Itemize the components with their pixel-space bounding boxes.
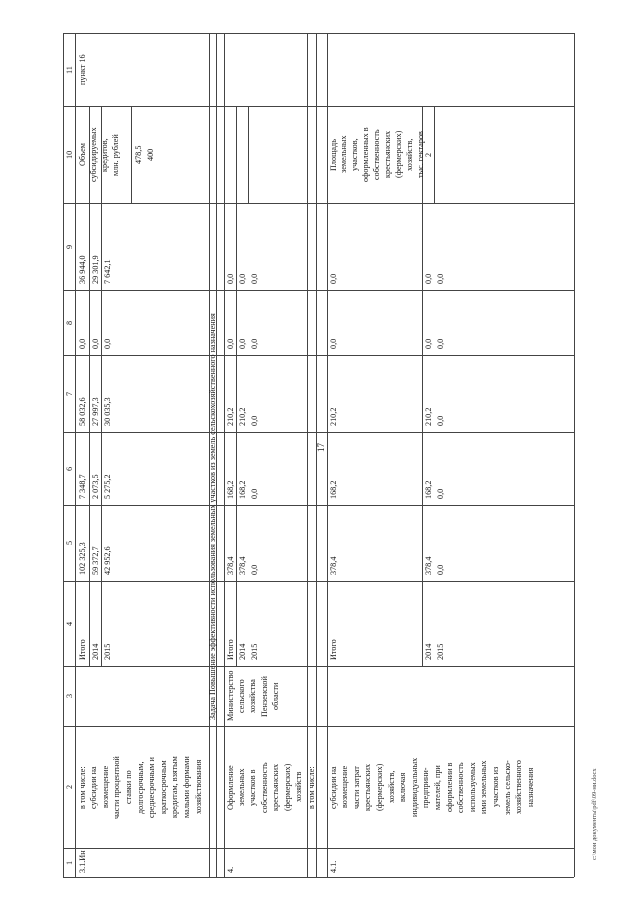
row-3-1-2014-value: 0,0 xyxy=(90,338,100,349)
row-4-name-line: Оформление xyxy=(225,764,235,810)
row-4-1-indicator-line: земельных xyxy=(339,135,349,173)
row-4-2015-value: 0,0 xyxy=(249,273,259,284)
column-divider xyxy=(63,203,574,204)
row-4-executor-line: хозяйства xyxy=(248,679,258,713)
row-3-1-name-line: краткосрочным xyxy=(158,760,168,814)
row-4-name-line: крестьянских xyxy=(271,763,281,811)
indicator-subrow-divider xyxy=(248,106,249,203)
row-4-1-name-line: части затрат xyxy=(351,765,361,809)
year-subrow-divider xyxy=(101,203,102,666)
row-3-1-name-line: долгосрочным, xyxy=(135,760,145,814)
row-4-1-year-2014: 2014 xyxy=(423,643,433,660)
row-4-1-indicator-line: тыс. гектаров xyxy=(415,131,425,178)
row-4-1-2014-value: 378,4 xyxy=(423,556,433,575)
row-4-name-line: хозяйств xyxy=(293,771,303,802)
row-4-executor-line: Министерство xyxy=(225,670,235,721)
row-4-1-year-2015: 2015 xyxy=(435,643,445,660)
row-4-1-2014-value: 210,2 xyxy=(423,407,433,426)
column-divider xyxy=(63,106,574,107)
row-3-1-note: пункт 16 xyxy=(77,54,87,85)
row-3-1-2014-value: 59 372,7 xyxy=(90,546,100,575)
column-divider xyxy=(63,355,574,356)
row-4-1-indicator-2014: 2 xyxy=(423,152,433,157)
row-4-1-itogo-value: 378,4 xyxy=(328,556,338,575)
footer-file-path: c:\мои документы\pdf\09-ни.docx xyxy=(591,768,598,860)
row-3-1-name-line: хозяйствования xyxy=(193,759,203,814)
column-divider xyxy=(63,726,574,727)
row-4-itogo-value: 168,2 xyxy=(225,480,235,499)
page-number: 17 xyxy=(316,443,326,452)
row-4-2014-value: 0,0 xyxy=(237,273,247,284)
table-border-left xyxy=(63,33,64,877)
row-4-1-2014-value: 168,2 xyxy=(423,480,433,499)
row-4-1-name-line: индивидуальных xyxy=(409,757,419,817)
row-4-itogo-value: 0,0 xyxy=(225,273,235,284)
year-subrow-divider xyxy=(236,203,237,666)
year-subrow-divider xyxy=(327,203,328,666)
row-4-year-2014: 2014 xyxy=(237,643,247,660)
row-3-1-2015-value: 42 952,6 xyxy=(102,546,112,575)
row-3-1-2015-value: 0,0 xyxy=(102,338,112,349)
row-4-2014-value: 0,0 xyxy=(237,338,247,349)
row-4-2015-value: 0,0 xyxy=(249,488,259,499)
row-3-1-name-line: в том числе: xyxy=(77,765,87,809)
row-4-1-itogo-value: 168,2 xyxy=(328,480,338,499)
column-number-4: 4 xyxy=(64,621,74,626)
row-4-name-line: участков в xyxy=(248,769,258,806)
row-4-1-indicator-line: участков, xyxy=(350,138,360,171)
row-4-1-name-line: хозяйств, xyxy=(386,770,396,803)
row-3-1-2014-value: 27 997,3 xyxy=(90,397,100,426)
row-4-1-name-line: крестьянских xyxy=(363,763,373,811)
row-3-1-indicator-2015: 400 xyxy=(145,148,155,161)
indicator-subrow-divider xyxy=(434,106,435,203)
row-4-1-name-line: предприни- xyxy=(421,766,431,808)
row-3-1-name-line: возмещение xyxy=(100,765,110,808)
row-3-1-itogo-value: 36 944,0 xyxy=(77,255,87,284)
column-number-8: 8 xyxy=(64,320,74,325)
row-4-1-2015-value: 0,0 xyxy=(435,338,445,349)
row-4-1-name-line: мателей, при xyxy=(432,764,442,810)
indicator-subrow-divider xyxy=(131,106,132,203)
row-3-1-indicator-line: Объем xyxy=(77,143,87,166)
row-4-year-2015: 2015 xyxy=(249,643,259,660)
row-3-1-name-line: ставки по xyxy=(123,770,133,804)
row-4-1-indicator-line: крестьянских xyxy=(383,130,392,178)
row-4-1-name-line: субсидии на xyxy=(328,765,338,809)
row-3-1-itogo-value: 0,0 xyxy=(77,338,87,349)
row-3-1-itogo-value: 58 032,6 xyxy=(77,397,87,426)
column-number-6: 6 xyxy=(64,466,74,471)
task-header: Задача Повышение эффективности использования земельных участков из земель сельскохозяйственного назначения xyxy=(208,313,217,720)
row-4-1-indicator-line: (фермерских) xyxy=(393,130,403,178)
row-4-1-name-line: (фермерских) xyxy=(374,763,384,811)
row-4-1-name-line: хозяйственного xyxy=(514,759,524,814)
row-3-1-itogo-value: 7 348,7 xyxy=(77,474,87,499)
column-number-3: 3 xyxy=(64,693,74,698)
row-4-itogo-value: 378,4 xyxy=(225,556,235,575)
column-divider xyxy=(63,666,574,667)
row-4-2014-value: 210,2 xyxy=(237,407,247,426)
row-4-1-name-line: оформлении в xyxy=(444,762,454,812)
row-4-1-number: 4.1. xyxy=(328,860,338,873)
column-number-5: 5 xyxy=(64,540,74,545)
row-4-1-2014-value: 0,0 xyxy=(423,273,433,284)
row-3-1-indicator-line: млн. рублей xyxy=(111,133,121,176)
column-number-11: 11 xyxy=(64,65,74,74)
column-divider xyxy=(63,505,574,506)
row-3-1-name-line: среднесрочным и xyxy=(147,756,157,818)
row-3-1-name-line: малыми формами xyxy=(181,756,191,818)
row-4-name-line: земельных xyxy=(236,768,246,806)
row-4-2015-value: 0,0 xyxy=(249,564,259,575)
row-3-1-name-line: кредитам, взятым xyxy=(170,756,180,818)
row-4-executor-line: Пензенской xyxy=(259,675,269,717)
row-4-1-itogo-value: 0,0 xyxy=(328,273,338,284)
row-4-1-itogo-value: 210,2 xyxy=(328,407,338,426)
row-4-2015-value: 0,0 xyxy=(249,338,259,349)
column-divider xyxy=(63,432,574,433)
row-4-1-2015-value: 0,0 xyxy=(435,415,445,426)
row-4-2014-value: 168,2 xyxy=(237,480,247,499)
row-4-1-name-line: ими земельных xyxy=(479,760,489,814)
row-3-1-year-2015: 2015 xyxy=(102,643,112,660)
column-number-9: 9 xyxy=(64,244,74,249)
row-4-1-2015-value: 0,0 xyxy=(435,564,445,575)
row-3-1-2014-value: 2 073,5 xyxy=(90,474,100,499)
row-3-1-year-2014: 2014 xyxy=(90,643,100,660)
row-4-1-name-line: земель сельско- xyxy=(502,759,512,815)
row-4-number: 4. xyxy=(225,866,235,873)
row-3-1-indicator-line: субсидируемых xyxy=(88,127,98,182)
row-3-1-indicator-2014: 478,5 xyxy=(133,145,143,164)
row-3-1-indicator-line: кредитов, xyxy=(99,137,109,172)
row-4-1-name-line: возмещение xyxy=(340,765,350,808)
row-4-1-itogo-value: 0,0 xyxy=(328,338,338,349)
indicator-subrow-divider xyxy=(236,106,237,203)
row-4-1-indicator-line: оформленных в xyxy=(361,127,371,182)
row-4-1-2014-value: 0,0 xyxy=(423,338,433,349)
column-divider xyxy=(63,581,574,582)
row-4-1-name-line: используемых xyxy=(467,762,477,812)
year-subrow-divider xyxy=(422,203,423,666)
row-4-1-name-line: включая xyxy=(398,772,408,802)
row-3-1-name-line: субсидии на xyxy=(89,765,99,809)
column-number-7: 7 xyxy=(64,391,74,396)
row-divider xyxy=(316,33,317,877)
row-4-1-indicator-line: хозяйств, xyxy=(404,138,414,171)
row-divider xyxy=(307,33,308,877)
row-4-1-name-line: назначения xyxy=(525,767,535,807)
table-border-top xyxy=(63,33,574,34)
row-4-1-name-line: участков из xyxy=(490,766,500,807)
column-number-10: 10 xyxy=(64,150,74,159)
year-subrow-divider xyxy=(224,203,225,666)
row-4-name-line: собственность xyxy=(259,761,269,813)
row-4-name-line: (фермерских) xyxy=(282,763,292,811)
row-3-1-2014-value: 29 301,9 xyxy=(90,255,100,284)
table-border-right xyxy=(574,33,575,877)
row-4-1-indicator-line: собственность xyxy=(372,129,382,180)
row-4-2015-value: 0,0 xyxy=(249,415,259,426)
row-4-itogo-value: 210,2 xyxy=(225,407,235,426)
row-3-1-itogo: Итого xyxy=(77,639,87,660)
row-3-1-name-line: части процентной xyxy=(112,755,122,819)
row-4-executor-line: области xyxy=(271,682,281,710)
row-divider xyxy=(75,33,76,877)
row-4-1-2015-value: 0,0 xyxy=(435,488,445,499)
row-3-1-number: 3.1.Ин xyxy=(77,850,87,873)
row-4-executor-line: сельского xyxy=(236,679,246,713)
column-divider xyxy=(63,290,574,291)
row-4-1-itogo: Итого xyxy=(328,639,338,660)
table-border-bottom xyxy=(63,877,574,878)
row-4-1-name-line: собственность xyxy=(456,761,466,813)
row-3-1-2015-value: 7 642,1 xyxy=(102,259,112,284)
row-3-1-itogo-value: 102 325,3 xyxy=(77,542,87,575)
year-subrow-divider xyxy=(89,203,90,666)
row-4-itogo: Итого xyxy=(225,639,235,660)
column-divider xyxy=(63,848,574,849)
row-4-1-2015-value: 0,0 xyxy=(435,273,445,284)
column-number-2: 2 xyxy=(64,784,74,789)
row-4-1-indicator-line: Площадь xyxy=(328,138,338,171)
row-4-2014-value: 378,4 xyxy=(237,556,247,575)
row-4-itogo-value: 0,0 xyxy=(225,338,235,349)
column-number-1: 1 xyxy=(64,860,74,865)
row-including-label: в том числе: xyxy=(307,765,316,809)
row-3-1-2015-value: 5 275,2 xyxy=(102,474,112,499)
row-3-1-2015-value: 30 035,3 xyxy=(102,397,112,426)
